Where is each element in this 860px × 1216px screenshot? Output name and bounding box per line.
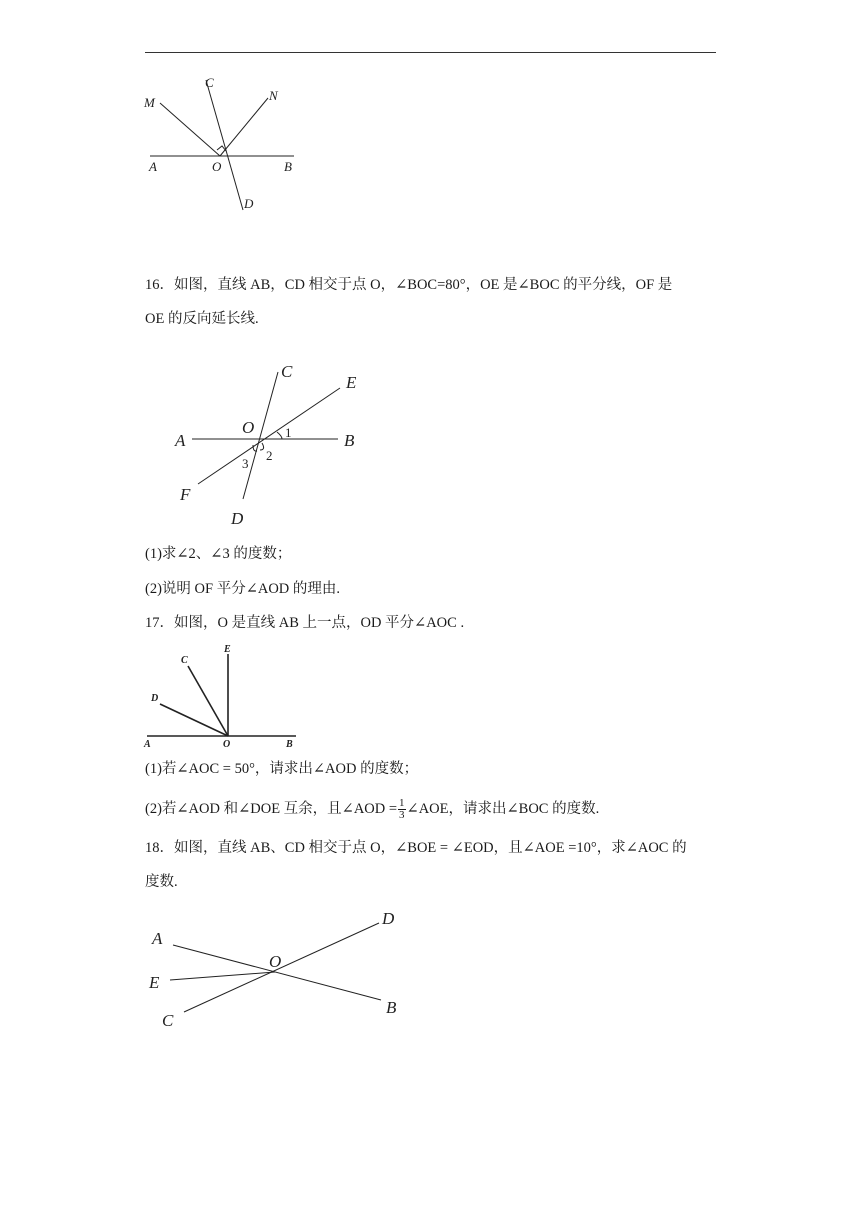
angle-2-arc <box>260 443 264 450</box>
figure-q18 <box>145 900 410 1035</box>
label-b: B <box>386 998 397 1017</box>
q18-stem-line1: 18．如图，直线 AB、CD 相交于点 O，∠BOE = ∠EOD，且∠AOE =10°，求∠AOC 的 <box>145 840 687 856</box>
label-e: E <box>224 644 231 655</box>
q16-stem-line2: OE 的反向延长线. <box>145 311 259 327</box>
label-c: C <box>205 75 214 90</box>
figure-q17-svg <box>140 640 310 752</box>
label-a: A <box>144 739 151 750</box>
label-a: A <box>175 431 186 450</box>
label-b: B <box>284 159 292 174</box>
header-rule <box>145 52 716 53</box>
label-e: E <box>149 973 160 992</box>
q17-part1: (1)若∠AOC = 50°，请求出∠AOD 的度数； <box>145 761 419 777</box>
label-d: D <box>231 509 244 528</box>
fraction-one-third <box>398 798 406 821</box>
label-o: O <box>269 952 282 971</box>
q16-part1: (1)求∠2、∠3 的度数； <box>145 546 292 562</box>
label-d: D <box>151 693 159 704</box>
fraction-denominator: 3 <box>399 809 405 821</box>
figure-q16 <box>170 358 380 528</box>
label-n: N <box>269 88 278 103</box>
line-ef <box>198 388 340 484</box>
label-angle-1: 1 <box>285 425 292 440</box>
label-o: O <box>212 159 222 174</box>
label-o: O <box>242 418 255 437</box>
ray-od <box>160 704 228 736</box>
label-a: A <box>152 929 163 948</box>
label-m: M <box>144 95 155 110</box>
figure-q15-svg <box>140 70 310 220</box>
q17-part2-text-b: ∠AOE，请求出∠BOC 的度数. <box>406 800 600 817</box>
line-cd <box>206 80 243 210</box>
figure-q15 <box>140 70 310 220</box>
label-f: F <box>180 485 191 504</box>
fraction-numerator: 1 <box>399 797 405 809</box>
ray-om <box>160 103 220 156</box>
label-b: B <box>344 431 355 450</box>
ray-oc <box>188 666 228 736</box>
label-e: E <box>346 373 357 392</box>
figure-q18-svg <box>145 900 410 1035</box>
q16-stem-line1: 16．如图，直线 AB，CD 相交于点 O，∠BOC=80°，OE 是∠BOC 的平分线，OF 是 <box>145 277 673 293</box>
ray-on <box>220 98 268 156</box>
q17-part2-text-a: (2)若∠AOD 和∠DOE 互余，且∠AOD = <box>145 800 398 817</box>
label-angle-2: 2 <box>266 448 273 463</box>
figure-q17 <box>140 640 310 752</box>
label-c: C <box>162 1011 174 1030</box>
label-c: C <box>181 655 188 666</box>
label-d: D <box>382 909 395 928</box>
angle-1-arc <box>277 432 282 439</box>
label-c: C <box>281 362 293 381</box>
label-d: D <box>244 196 254 211</box>
label-a: A <box>149 159 157 174</box>
q16-part2: (2)说明 OF 平分∠AOD 的理由. <box>145 581 341 597</box>
label-angle-3: 3 <box>242 456 249 471</box>
line-cd <box>184 923 379 1012</box>
q18-stem-line2: 度数. <box>145 874 178 890</box>
label-o: O <box>223 739 231 750</box>
ray-oe <box>170 972 275 980</box>
q17-part2 <box>145 798 599 821</box>
q17-stem: 17．如图，O 是直线 AB 上一点，OD 平分∠AOC . <box>145 615 465 631</box>
figure-q16-svg <box>170 358 380 528</box>
label-b: B <box>286 739 293 750</box>
